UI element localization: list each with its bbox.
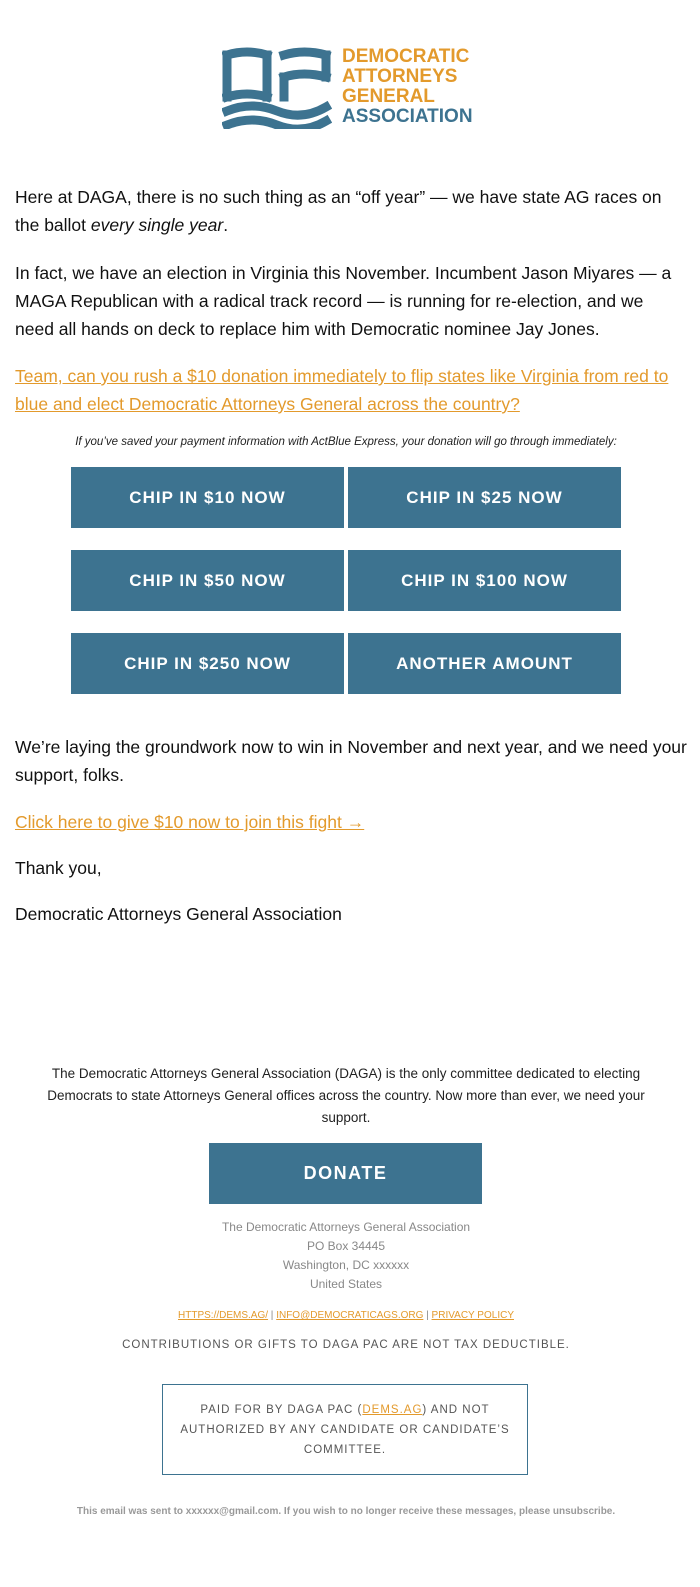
chip-in-250-button[interactable]: CHIP IN $250 NOW xyxy=(71,633,344,694)
mailing-address xyxy=(0,1218,692,1294)
paid-for-text-end: ) AND NOT AUTHORIZED BY ANY CANDIDATE OR CANDIDATE’S COMMITTEE. xyxy=(180,1403,510,1456)
footer-blurb: The Democratic Attorneys General Association (DAGA) is the only committee dedicated to electing Democrats to state Attorneys General offices across the country. Now more than ever, we need your support. xyxy=(47,1066,645,1125)
virginia-text: In fact, we have an election in Virginia this November. Incumbent Jason Miyares — a MAGA Republican with a radical track record — is running for re-election, and we need all hands on deck to replace him with Democratic nominee Jay Jones. xyxy=(15,263,672,339)
chip-in-50-button[interactable]: CHIP IN $50 NOW xyxy=(71,550,344,611)
donate-button[interactable]: DONATE xyxy=(209,1143,482,1204)
paragraph-virginia xyxy=(15,259,687,343)
address-city: Washington, DC xxxxxx xyxy=(282,1258,410,1272)
privacy-policy-link[interactable]: PRIVACY POLICY xyxy=(431,1310,514,1321)
chip-in-100-button[interactable]: CHIP IN $100 NOW xyxy=(348,550,621,611)
address-box: PO Box 34445 xyxy=(306,1239,386,1253)
daga-logo[interactable] xyxy=(222,45,482,129)
donation-ask-link[interactable]: Team, can you rush a $10 donation immediately to flip states like Virginia from red to blue and elect Democratic Attorneys General across the country? xyxy=(15,366,669,414)
paragraph-groundwork xyxy=(15,733,687,789)
give-10-link[interactable]: Click here to give $10 now to join this fight → xyxy=(15,812,365,832)
intro-text: Here at DAGA, there is no such thing as an “off year” — we have state AG races on the ballot xyxy=(15,187,662,235)
paid-for-text: PAID FOR BY DAGA PAC ( xyxy=(200,1403,363,1416)
logo-wordmark xyxy=(342,47,473,127)
logo-line-3: GENERAL xyxy=(342,86,435,107)
paragraph-signature xyxy=(15,900,687,928)
paragraph-ask xyxy=(15,362,687,418)
another-amount-button[interactable]: ANOTHER AMOUNT xyxy=(348,633,621,694)
signature-text: Democratic Attorneys General Association xyxy=(15,904,342,924)
logo-line-2: ATTORNEYS xyxy=(342,66,458,87)
link-separator: | xyxy=(423,1310,432,1321)
paid-for-box xyxy=(162,1384,528,1475)
address-country: United States xyxy=(309,1277,383,1291)
thanks-text: Thank you, xyxy=(15,858,102,878)
footer-links xyxy=(0,1310,692,1321)
logo-line-1: DEMOCRATIC xyxy=(342,46,470,67)
link-separator: | xyxy=(268,1310,277,1321)
groundwork-text: We’re laying the groundwork now to win in November and next year, and we need your support, folks. xyxy=(15,737,687,785)
tax-disclaimer: CONTRIBUTIONS OR GIFTS TO DAGA PAC ARE NOT TAX DEDUCTIBLE. xyxy=(122,1339,570,1351)
email-link[interactable]: INFO@DEMOCRATICAGS.ORG xyxy=(276,1310,424,1321)
paragraph-thanks xyxy=(15,854,687,882)
daga-flag-logo-icon xyxy=(222,45,332,129)
intro-emphasis: every single year xyxy=(90,215,224,235)
website-link[interactable]: HTTPS://DEMS.AG/ xyxy=(178,1310,269,1321)
intro-end: . xyxy=(223,215,229,235)
unsubscribe-note: This email was sent to xxxxxx@gmail.com. If you wish to no longer receive these messages, please unsubscribe. xyxy=(76,1506,616,1517)
dems-ag-link[interactable]: DEMS.AG xyxy=(362,1403,423,1416)
chip-in-25-button[interactable]: CHIP IN $25 NOW xyxy=(348,467,621,528)
actblue-express-note: If you’ve saved your payment information with ActBlue Express, your donation will go through immediately: xyxy=(75,436,617,448)
logo-line-4: ASSOCIATION xyxy=(342,106,473,127)
address-org: The Democratic Attorneys General Association xyxy=(221,1220,471,1234)
paragraph-give-link xyxy=(15,808,687,836)
chip-in-10-button[interactable]: CHIP IN $10 NOW xyxy=(71,467,344,528)
paragraph-intro xyxy=(15,183,687,239)
